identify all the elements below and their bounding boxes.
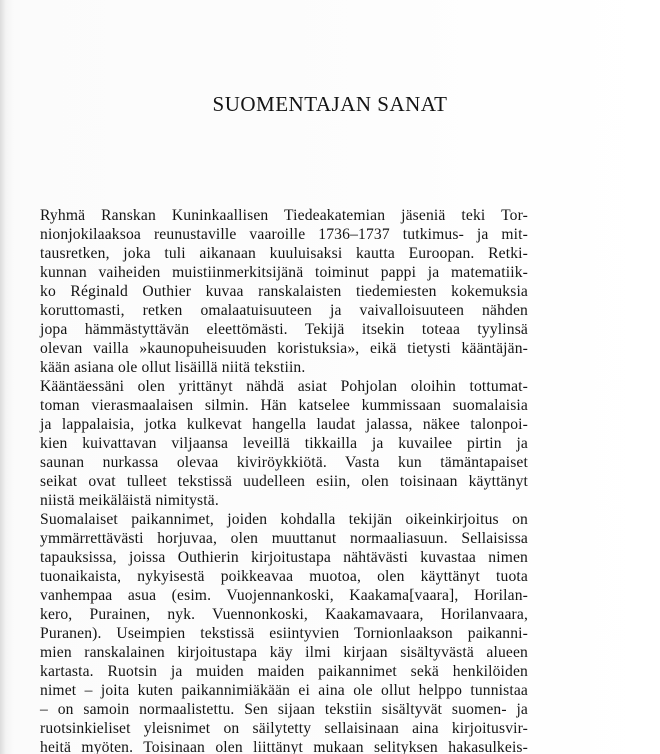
text-line: nionjokilaaksoa reunustaville vaaroille 1736–1737 tutkimus- ja mit- [40,226,528,243]
text-line: heitä myöten. Toisinaan olen liittänyt mukaan selityksen hakasulkeis- [40,739,528,754]
text-line: Kääntäessäni olen yrittänyt nähdä asiat Pohjolan oloihin tottumat- [40,378,528,395]
text-line: kartasta. Ruotsin ja muiden maiden paikannimet sekä henkilöiden [40,663,528,680]
page-title: SUOMENTAJAN SANAT [212,92,448,116]
text-line: vanhempaa asua (esim. Vuojennankoski, Kaakama[vaara], Horilan- [40,587,528,604]
text-line: mien ranskalainen kirjoitustapa käy ilmi kirjaan sisältyvästä alueen [40,644,528,661]
text-line: tausretken, joka tuli aikanaan kuuluisaksi kautta Euroopan. Retki- [40,245,528,262]
text-line: kien kuivattavan viljaansa leveillä tikkailla ja kuvailee pirtin ja [40,435,528,452]
paragraph-1 [40,206,528,377]
text-line: jopa hämmästyttävän eleettömästi. Tekijä itsekin toteaa tyylinsä [40,321,528,338]
text-line: kään asiana ole ollut lisäillä niitä tekstiin. [40,359,306,376]
text-line: toman vierasmaalaisen silmin. Hän katselee kummissaan suomalaisia [40,397,528,414]
text-line: seikat ovat tulleet tekstissä uudelleen esiin, olen toisinaan käyttänyt [40,473,528,490]
text-line: kero, Purainen, nyk. Vuennonkoski, Kaakamavaara, Horilanvaara, [40,606,528,623]
text-line: nimet – joita kuten paikannimiäkään ei aina ole ollut helppo tunnistaa [40,682,528,699]
text-line: ruotsinkieliset yleisnimet on säilytetty sellaisinaan aina kirjoitusvir- [40,720,528,737]
text-line: koruttomasti, retken omalaatuisuuteen ja vaivalloisuuteen nähden [40,302,528,319]
text-line: kunnan vaiheiden muistiinmerkitsijänä toiminut pappi ja matematiik- [40,264,528,281]
text-line: Puranen). Useimpien tekstissä esiintyvien Tornionlaakson paikanni- [40,625,528,642]
paragraph-2 [40,377,528,510]
text-line: ymmärrettävästi horjuvaa, olen muuttanut normaaliasuun. Sellaisissa [40,530,528,547]
text-line: Ryhmä Ranskan Kuninkaallisen Tiedeakatemian jäseniä teki Tor- [40,207,528,224]
text-line: Suomalaiset paikannimet, joiden kohdalla tekijän oikeinkirjoitus on [40,511,528,528]
text-line: ja lappalaisia, jotka kulkevat hangella laudat jalassa, näkee talonpoi- [40,416,528,433]
text-line: saunan nurkassa olevaa kiviröykkiötä. Vasta kun tämäntapaiset [40,454,528,471]
text-line: ko Réginald Outhier kuvaa ranskalaisten tiedemiesten kokemuksia [40,283,528,300]
text-line: niistä meikäläistä nimitystä. [40,492,219,509]
text-line: – on samoin normaalistettu. Sen sijaan tekstiin sisältyvät suomen- ja [40,701,528,718]
text-line: olevan vailla »kaunopuheisuuden koristuksia», eikä tietysti kääntäjän- [40,340,528,357]
paragraph-3 [40,510,528,754]
text-line: tapauksissa, joissa Outhierin kirjoitustapa nähtävästi kuvastaa nimen [40,549,528,566]
text-line: tuonaikaista, nykyisestä poikkeavaa muotoa, olen käyttänyt tuota [40,568,528,585]
body-text [40,206,528,754]
